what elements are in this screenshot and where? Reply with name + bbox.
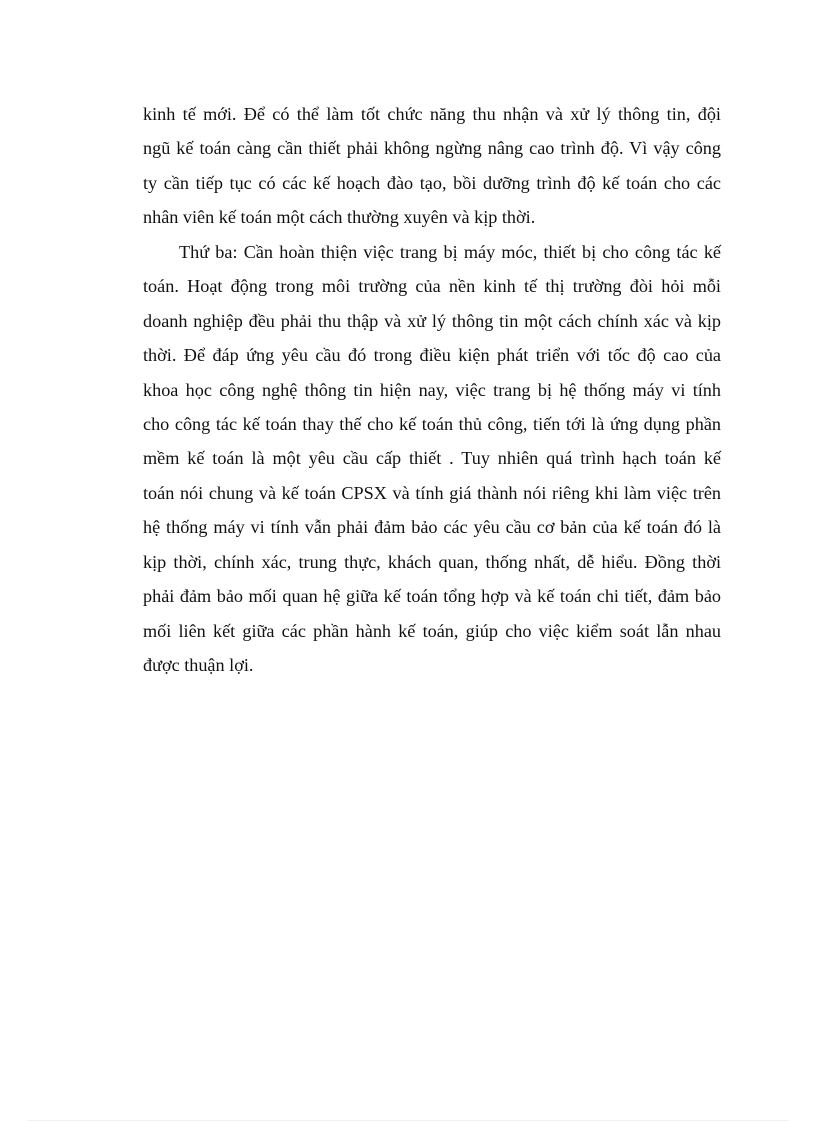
paragraph-1: [143, 97, 721, 235]
paragraph-2: [143, 235, 721, 683]
text-line: hệ thống máy vi tính vẫn phải đảm bảo các yêu cầu cơ bản của kế toán đó là: [143, 517, 721, 538]
text-line: ngũ kế toán càng cần thiết phải không ngừng nâng cao trình độ. Vì vậy công: [143, 138, 721, 159]
text-line: cho công tác kế toán thay thế cho kế toán thủ công, tiến tới là ứng dụng phần: [143, 413, 721, 434]
text-line: nhân viên kế toán một cách thường xuyên và kịp thời.: [143, 207, 536, 228]
text-line: mềm kế toán là một yêu cầu cấp thiết . Tuy nhiên quá trình hạch toán kế: [143, 448, 721, 469]
page-edge-divider: [28, 1120, 788, 1121]
text-line: doanh nghiệp đều phải thu thập và xử lý thông tin một cách chính xác và kịp: [143, 310, 721, 331]
text-line: Thứ ba: Cần hoàn thiện việc trang bị máy móc, thiết bị cho công tác kế: [179, 241, 721, 262]
text-line: thời. Để đáp ứng yêu cầu đó trong điều kiện phát triển với tốc độ cao của: [143, 345, 721, 366]
text-line: phải đảm bảo mối quan hệ giữa kế toán tổng hợp và kế toán chi tiết, đảm bảo: [143, 586, 721, 607]
text-line: mối liên kết giữa các phần hành kế toán, giúp cho việc kiểm soát lẫn nhau: [143, 620, 721, 641]
text-line: ty cần tiếp tục có các kế hoạch đào tạo, bồi dưỡng trình độ kế toán cho các: [143, 172, 721, 193]
text-line: toán. Hoạt động trong môi trường của nền kinh tế thị trường đòi hỏi mỗi: [143, 276, 721, 297]
text-line: khoa học công nghệ thông tin hiện nay, việc trang bị hệ thống máy vi tính: [143, 379, 721, 400]
text-line: kịp thời, chính xác, trung thực, khách quan, thống nhất, dễ hiểu. Đồng thời: [143, 551, 721, 572]
text-line: toán nói chung và kế toán CPSX và tính giá thành nói riêng khi làm việc trên: [143, 482, 721, 503]
body-text: [143, 97, 721, 682]
text-line: được thuận lợi.: [143, 655, 254, 675]
text-line: kinh tế mới. Để có thể làm tốt chức năng thu nhận và xử lý thông tin, đội: [143, 104, 721, 124]
